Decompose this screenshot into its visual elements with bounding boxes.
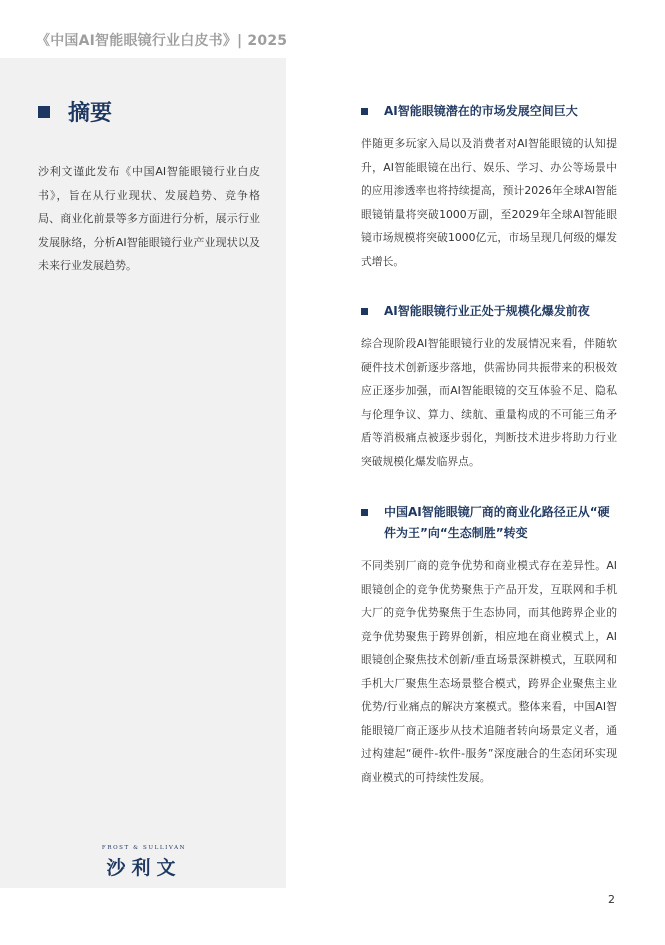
section-heading xyxy=(361,502,617,544)
section-scale-explosion xyxy=(361,301,617,473)
section-title: AI智能眼镜潜在的市场发展空间巨大 xyxy=(384,104,578,118)
summary-title: 摘要 xyxy=(68,101,113,126)
section-body: 不同类别厂商的竞争优势和商业模式存在差异性。AI眼镜创企的竞争优势聚焦于产品开发，互联网和手机大厂的竞争优势聚焦于生态协同，而其他跨界企业的竞争优势聚焦于跨界创新，相应地在商业模式上，AI眼镜创企聚焦技术创新/垂直场景深耕模式，互联网和手机大厂聚焦生态场景整合模式，跨界企业聚焦主业优势/行业痛点的解决方案模式。整体来看，中国AI智能眼镜厂商正逐步从技术追随者转向场景定义者，通过构建起“硬件-软件-服务”深度融合的生态闭环实现商业模式的可持续性发展。 xyxy=(361,559,617,784)
square-bullet-icon xyxy=(361,108,368,115)
section-commercialization-path xyxy=(361,502,617,789)
summary-heading xyxy=(38,96,112,127)
page-header-title: 《中国AI智能眼镜行业白皮书》| 2025 xyxy=(36,33,288,49)
section-body: 伴随更多玩家入局以及消费者对AI智能眼镜的认知提升，AI智能眼镜在出行、娱乐、学习、办公等场景中的应用渗透率也将持续提高，预计2026年全球AI智能眼镜销量将突破1000万副，至2029年全球AI智能眼镜市场规模将突破1000亿元，市场呈现几何级的爆发式增长。 xyxy=(361,137,617,268)
section-body: 综合现阶段AI智能眼镜行业的发展情况来看，伴随软硬件技术创新逐步落地，供需协同共振带来的积极效应正逐步加强，而AI智能眼镜的交互体验不足、隐私与伦理争议、算力、续航、重量构成的不可能三角矛盾等消极痛点被逐步弱化，判断技术进步将助力行业突破规模化爆发临界点。 xyxy=(361,337,617,468)
square-bullet-icon xyxy=(38,106,50,118)
page-number: 2 xyxy=(608,893,615,906)
square-bullet-icon xyxy=(361,308,368,315)
section-title: 中国AI智能眼镜厂商的商业化路径正从“硬件为王”向“生态制胜”转变 xyxy=(384,505,610,540)
section-market-space xyxy=(361,101,617,273)
section-title: AI智能眼镜行业正处于规模化爆发前夜 xyxy=(384,304,590,318)
logo-chinese: 沙利文 xyxy=(106,857,182,879)
logo-english: FROST & SULLIVAN xyxy=(101,845,187,851)
section-heading xyxy=(361,101,617,122)
square-bullet-icon xyxy=(361,509,368,516)
frost-sullivan-logo xyxy=(92,845,196,880)
section-heading xyxy=(361,301,617,322)
summary-body: 沙利文谨此发布《中国AI智能眼镜行业白皮书》，旨在从行业现状、发展趋势、竞争格局、商业化前景等多方面进行分析，展示行业发展脉络，分析AI智能眼镜行业产业现状以及未来行业发展趋势。 xyxy=(38,165,260,272)
